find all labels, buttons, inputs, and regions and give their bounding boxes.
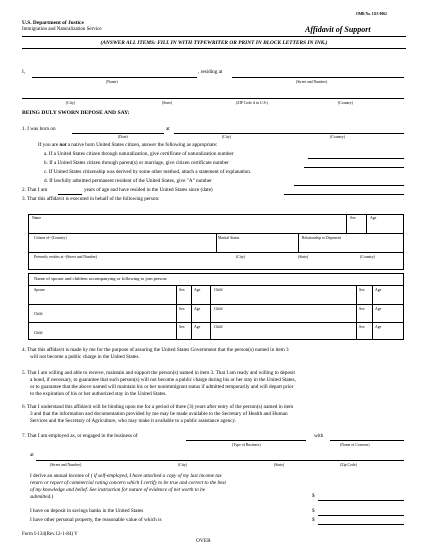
family-title: Name of spouse and children accompanying or following to join person: (34, 276, 168, 281)
child-age-label-5: Age (375, 325, 382, 329)
agency: Immigration and Naturalization Service (22, 27, 102, 32)
child-label-2: Child (34, 312, 43, 316)
naturalization-number-field[interactable] (308, 158, 404, 159)
over-label: OVER (196, 538, 211, 544)
child-age-label-2: Age (194, 307, 201, 311)
i-label: I, (22, 69, 26, 75)
child-label-3: Child (214, 307, 223, 311)
header-rule (22, 36, 406, 37)
concern-name-field[interactable] (330, 440, 404, 441)
item2-post: years of age and have resided in the United States since (date) (84, 187, 213, 193)
presently-resides-label: Presently resides at--(Street and Number) (34, 255, 98, 259)
child-sex-label-3: Sex (359, 307, 365, 311)
employer-street-caption: (Street and Number) (50, 463, 82, 467)
residing-at-label: , residing at (198, 69, 223, 75)
item5-line3: or to guarantee that the above named will maintain his or her nonimmigrant status if admitted temporarily and will depart prior (30, 384, 294, 390)
child-label-1: Child (214, 288, 223, 292)
item2-pre: 2. That I am (22, 187, 48, 193)
item5-line4: to the expiration of his or her authorized stay in the United States. (30, 391, 167, 397)
form-number: Form I-134(Rev.12-1-84) Y (22, 532, 78, 537)
item1-c: c. If United States citizenship was derived by some other method, attach a statement of explanation. (44, 169, 252, 175)
state-caption: (State) (162, 101, 173, 105)
concern-name-caption: (Name of Concern) (340, 443, 370, 447)
beneficiary-name-label: Name (32, 216, 42, 220)
child-sex-label-1: Sex (359, 288, 365, 292)
beneficiary-sex-label: Sex (350, 216, 356, 220)
item1-d: d. If lawfully admitted permanent resident of the United States, give "A" number (44, 178, 212, 184)
child-label-4: Child (34, 331, 43, 335)
street-caption: (Street and Number) (296, 80, 328, 84)
item5-line2: a bond, if necessary, to guarantee that such person(s) will not become a public charge during his or her stay in the United States, (30, 377, 296, 383)
property-field[interactable] (318, 524, 404, 525)
item6-line1: 6. That I understand this affidavit will be binding upon me for a period of three (3) years after entry of the person(s) named in item (22, 404, 294, 410)
child-age-label-1: Age (375, 288, 382, 292)
item5-line1: 5. That I am willing and able to receive, maintain and support the person(s) named in item 3. That I am ready and willing to deposit (22, 370, 295, 376)
spouse-sex-label: Sex (179, 288, 185, 292)
item1-a: a. If a United States citizen through naturalization, give certificate of naturalization number (44, 151, 234, 157)
item4-line2: will not become a public charge in the United States. (30, 354, 140, 360)
omb-number: OMB No. 1115-0062 (356, 12, 387, 16)
deponent-street-field[interactable] (232, 77, 404, 78)
savings-field[interactable] (318, 515, 404, 516)
birth-date-field[interactable] (72, 133, 164, 134)
birth-city-caption: (City) (222, 135, 232, 139)
deponent-name-field[interactable] (32, 77, 197, 78)
item3-text: 3. That this affidavit is executed in behalf of the following person: (22, 196, 160, 202)
resides-country-label: (Country) (360, 255, 375, 259)
age-field[interactable] (58, 194, 82, 195)
birth-place-field[interactable] (174, 133, 404, 134)
employer-at-label: at (30, 452, 34, 458)
a-number-field[interactable] (294, 185, 404, 186)
date-caption: (Date) (118, 135, 128, 139)
born-on-label: 1. I was born on (22, 126, 56, 132)
city-caption: (City) (66, 101, 76, 105)
income-line1: I derive an annual income of ( if self-employed, I have attached a copy of my last income tax (30, 473, 222, 479)
beneficiary-age-label: Age (370, 216, 377, 220)
item7-label: 7. That I am employed as, or engaged in the business of (22, 433, 138, 439)
income-line2: return or report of commercial rating concern which I certify to be true and correct to the best (30, 480, 226, 486)
property-label: I have other personal property, the reasonable value of which is (30, 517, 162, 523)
name-caption: (Name) (106, 80, 118, 84)
spouse-label: Spouse (34, 288, 45, 292)
item6-line2: 3 and that the information and documentation provided by me may be made available to the Secretary of Health and Human (30, 411, 288, 417)
item1-b: b. If a United States citizen through parent(s) or marriage, give citizen certificate number (44, 160, 229, 166)
deponent-city-state-field[interactable] (22, 98, 404, 99)
marital-status-label: Marital Status (218, 236, 240, 240)
citizen-of-label: Citizen of--(Country) (34, 236, 67, 240)
citizen-certificate-field[interactable] (304, 167, 404, 168)
child-label-5: Child (214, 325, 223, 329)
savings-dollar: $ (312, 508, 315, 514)
income-dollar: $ (312, 493, 315, 499)
employer-city-caption: (City) (178, 463, 188, 467)
item6-line3: Services and the Secretary of Agriculture, who may make it available to a public assistance agency. (30, 418, 237, 424)
relationship-label: Relationship to Deponent (302, 236, 341, 240)
birth-country-caption: (Country) (330, 135, 345, 139)
employer-zip-caption: (Zip Code) (340, 463, 357, 467)
employer-state-caption: (State) (274, 463, 285, 467)
depose-heading: BEING DULY SWORN DEPOSE AND SAY: (22, 110, 130, 116)
with-label: with (314, 433, 324, 439)
child-sex-label-2: Sex (179, 307, 185, 311)
not-native-note: If you are not a native born United States citizen, answer the following as appropriate: (38, 142, 218, 148)
zip-caption: (ZIP Code if in U.S.) (236, 101, 268, 105)
at-label: at (166, 126, 170, 132)
savings-label: I have on deposit in savings banks in the United States (30, 508, 144, 514)
spouse-age-label: Age (194, 288, 201, 292)
header-rule-2 (22, 48, 406, 49)
item4-line1: 4. That this affidavit is made by me for the purpose of assuring the United States Government that the person(s) named in item 3 (22, 347, 289, 353)
child-age-label-4: Age (194, 325, 201, 329)
instructions: (ANSWER ALL ITEMS: FILL IN WITH TYPEWRITER OR PRINT IN BLOCK LETTERS IN INK.) (100, 40, 328, 46)
resides-state-label: (State) (298, 255, 309, 259)
residence-since-field[interactable] (284, 194, 404, 195)
property-dollar: $ (312, 517, 315, 523)
income-line4: submitted.) (30, 494, 54, 500)
employer-address-field[interactable] (36, 460, 404, 461)
department: U.S. Department of Justice (22, 20, 84, 26)
country-caption: (Country) (338, 101, 353, 105)
income-line3: of my knowledge and belief. See instruction for nature of evidence of net worth to be (30, 487, 205, 493)
child-sex-label-5: Sex (359, 325, 365, 329)
business-type-field[interactable] (186, 440, 306, 441)
form-title: Affidavit of Support (305, 25, 371, 34)
business-type-caption: (Type of Business) (232, 443, 261, 447)
resides-city-label: (City) (236, 255, 246, 259)
child-sex-label-4: Sex (179, 325, 185, 329)
child-age-label-3: Age (375, 307, 382, 311)
annual-income-field[interactable] (318, 500, 404, 501)
